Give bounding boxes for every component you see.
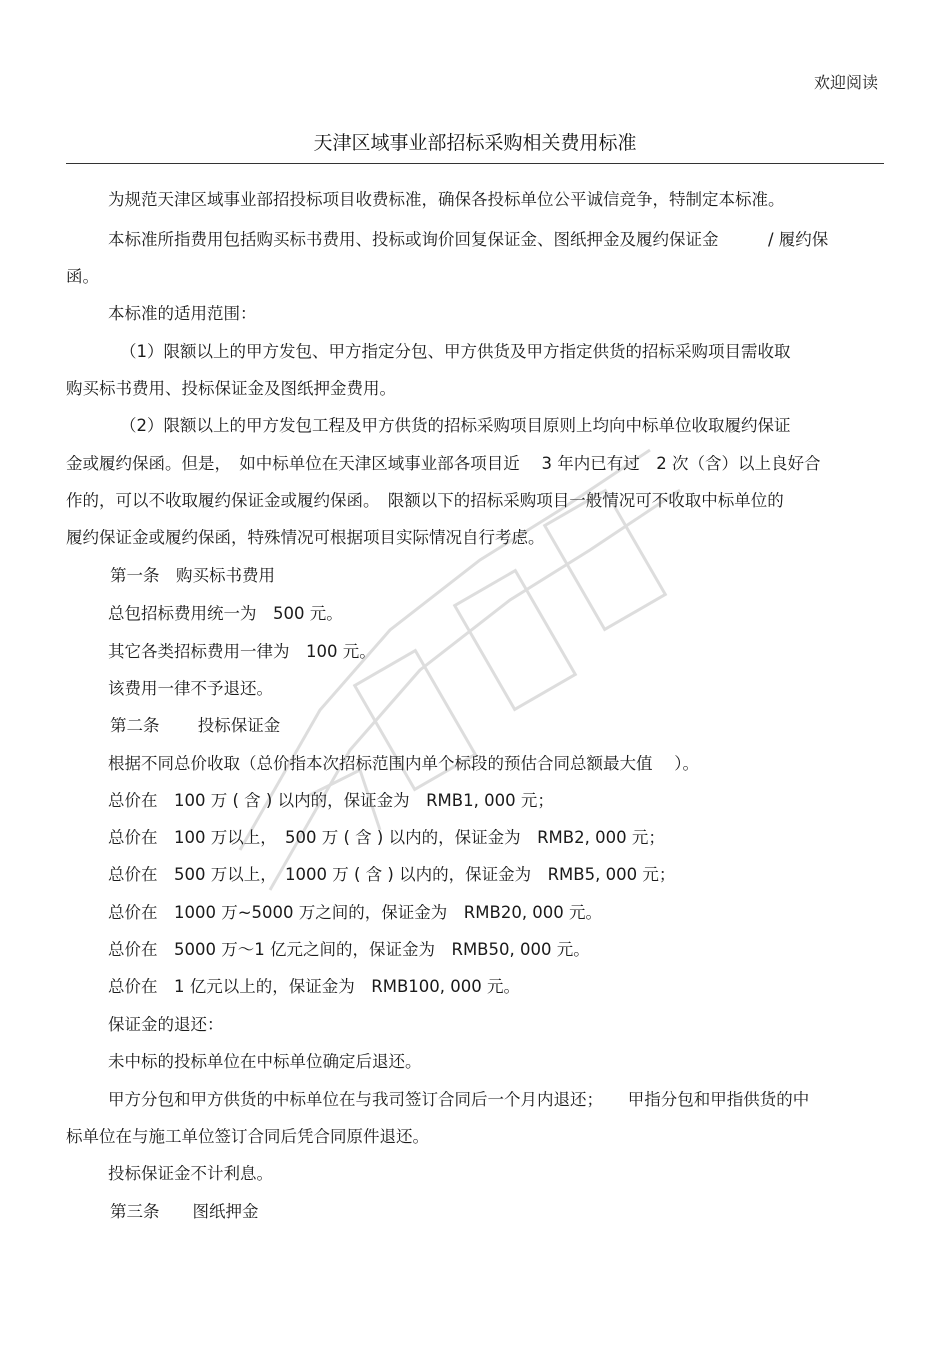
doc-line: 本标准所指费用包括购买标书费用、投标或询价回复保证金、图纸押金及履约保证金 / 履约保 (108, 230, 829, 249)
doc-line: 履约保证金或履约保函，特殊情况可根据项目实际情况自行考虑。 (66, 528, 545, 547)
doc-line: 总价在 1000 万~5000 万之间的，保证金为 RMB20, 000 元。 (108, 903, 603, 922)
header-right-text: 欢迎阅读 (813, 73, 878, 92)
doc-line: 购买标书费用、投标保证金及图纸押金费用。 (66, 379, 396, 398)
doc-line: 总包招标费用统一为 500 元。 (108, 604, 343, 623)
doc-line: 金或履约保函。但是， 如中标单位在天津区域事业部各项目近 3 年内已有过 2 次（含）以上良好合 (66, 454, 821, 473)
section-heading: 第二条 投标保证金 (110, 716, 281, 735)
section-heading: 第三条 图纸押金 (110, 1202, 259, 1221)
doc-line: （2）限额以上的甲方发包工程及甲方供货的招标采购项目原则上均向中标单位收取履约保证 (120, 416, 791, 435)
title-rule (66, 163, 884, 164)
doc-line: 甲方分包和甲方供货的中标单位在与我司签订合同后一个月内退还； 甲指分包和甲指供货的中 (108, 1090, 810, 1109)
doc-line: 作的，可以不收取履约保证金或履约保函。 限额以下的招标采购项目一般情况可不收取中标单位的 (66, 491, 784, 510)
doc-line: 标单位在与施工单位签订合同后凭合同原件退还。 (66, 1127, 429, 1146)
doc-line: （1）限额以上的甲方发包、甲方指定分包、甲方供货及甲方指定供货的招标采购项目需收取 (120, 342, 791, 361)
doc-line: 未中标的投标单位在中标单位确定后退还。 (108, 1052, 422, 1071)
doc-line: 该费用一律不予退还。 (108, 679, 273, 698)
doc-line: 为规范天津区域事业部招投标项目收费标准，确保各投标单位公平诚信竞争，特制定本标准。 (108, 190, 785, 209)
doc-line: 函。 (66, 267, 99, 286)
section-heading: 第一条 购买标书费用 (110, 566, 275, 585)
doc-line: 投标保证金不计利息。 (108, 1164, 273, 1183)
doc-line: 根据不同总价收取（总价指本次招标范围内单个标段的预估合同总额最大值 ）。 (108, 754, 699, 773)
doc-line: 其它各类招标费用一律为 100 元。 (108, 642, 376, 661)
document-title: 天津区域事业部招标采购相关费用标准 (313, 132, 637, 154)
doc-line: 总价在 5000 万～1 亿元之间的，保证金为 RMB50, 000 元。 (108, 940, 590, 959)
doc-line: 本标准的适用范围： (108, 304, 257, 323)
doc-line: 总价在 500 万以上， 1000 万 ( 含 ) 以内的，保证金为 RMB5, 000 元； (108, 865, 676, 884)
doc-line: 总价在 100 万以上， 500 万 ( 含 ) 以内的，保证金为 RMB2, 000 元； (108, 828, 665, 847)
doc-line: 保证金的退还： (108, 1015, 224, 1034)
doc-line: 总价在 100 万 ( 含 ) 以内的，保证金为 RMB1, 000 元； (108, 791, 554, 810)
doc-line: 总价在 1 亿元以上的，保证金为 RMB100, 000 元。 (108, 977, 520, 996)
